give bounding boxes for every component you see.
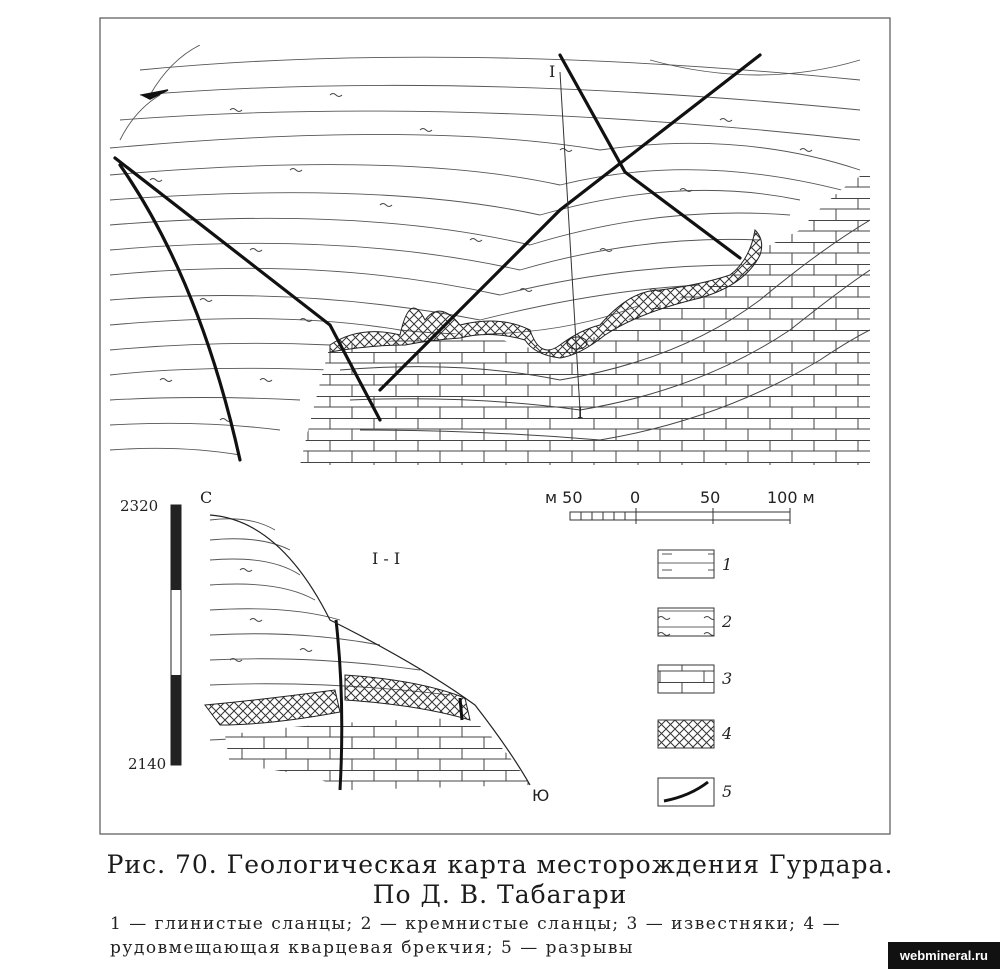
section-breccia-right (345, 675, 470, 720)
north-arrow-icon (142, 90, 168, 99)
caption-line-2: По Д. В. Табагари (372, 880, 628, 909)
elevation-bar (171, 505, 181, 765)
section-fault-small (460, 698, 462, 720)
scale-bar (570, 508, 790, 524)
legend-num-2: 2 (722, 612, 733, 631)
cross-section (205, 515, 530, 790)
section-marker-top: I (549, 62, 556, 81)
scale-label-100: 100 м (767, 488, 815, 507)
elevation-bottom: 2140 (128, 755, 167, 773)
section-limestone (225, 718, 530, 790)
caption-line-1: Рис. 70. Геологическая карта месторождения Гурдара. (106, 850, 894, 879)
scale-label-m50: м 50 (545, 488, 583, 507)
elevation-top: 2320 (120, 497, 159, 515)
legend-box-1 (658, 550, 714, 578)
legend-box-2 (658, 608, 714, 636)
section-title: I - I (372, 549, 401, 568)
section-marker-bottom: I (577, 403, 584, 422)
scale-label-0: 0 (630, 488, 641, 507)
north-label: С (200, 488, 213, 507)
legend-description: 1 — глинистые сланцы; 2 — кремнистые сланцы; 3 — известняки; 4 — рудовмещающая кварцевая брекчия; 5 — разрывы (110, 914, 842, 958)
legend-num-5: 5 (722, 782, 733, 801)
legend (658, 550, 714, 806)
breccia-lens (567, 337, 587, 349)
legend-num-3: 3 (722, 669, 733, 688)
legend-num-4: 4 (722, 724, 733, 743)
south-label: Ю (532, 786, 550, 805)
legend-box-3 (658, 665, 714, 693)
map (110, 45, 870, 465)
legend-num-1: 1 (722, 555, 733, 574)
legend-box-4 (658, 720, 714, 748)
section-breccia-left (205, 690, 340, 725)
watermark-badge: webmineral.ru (888, 942, 1000, 969)
scale-label-50: 50 (700, 488, 721, 507)
